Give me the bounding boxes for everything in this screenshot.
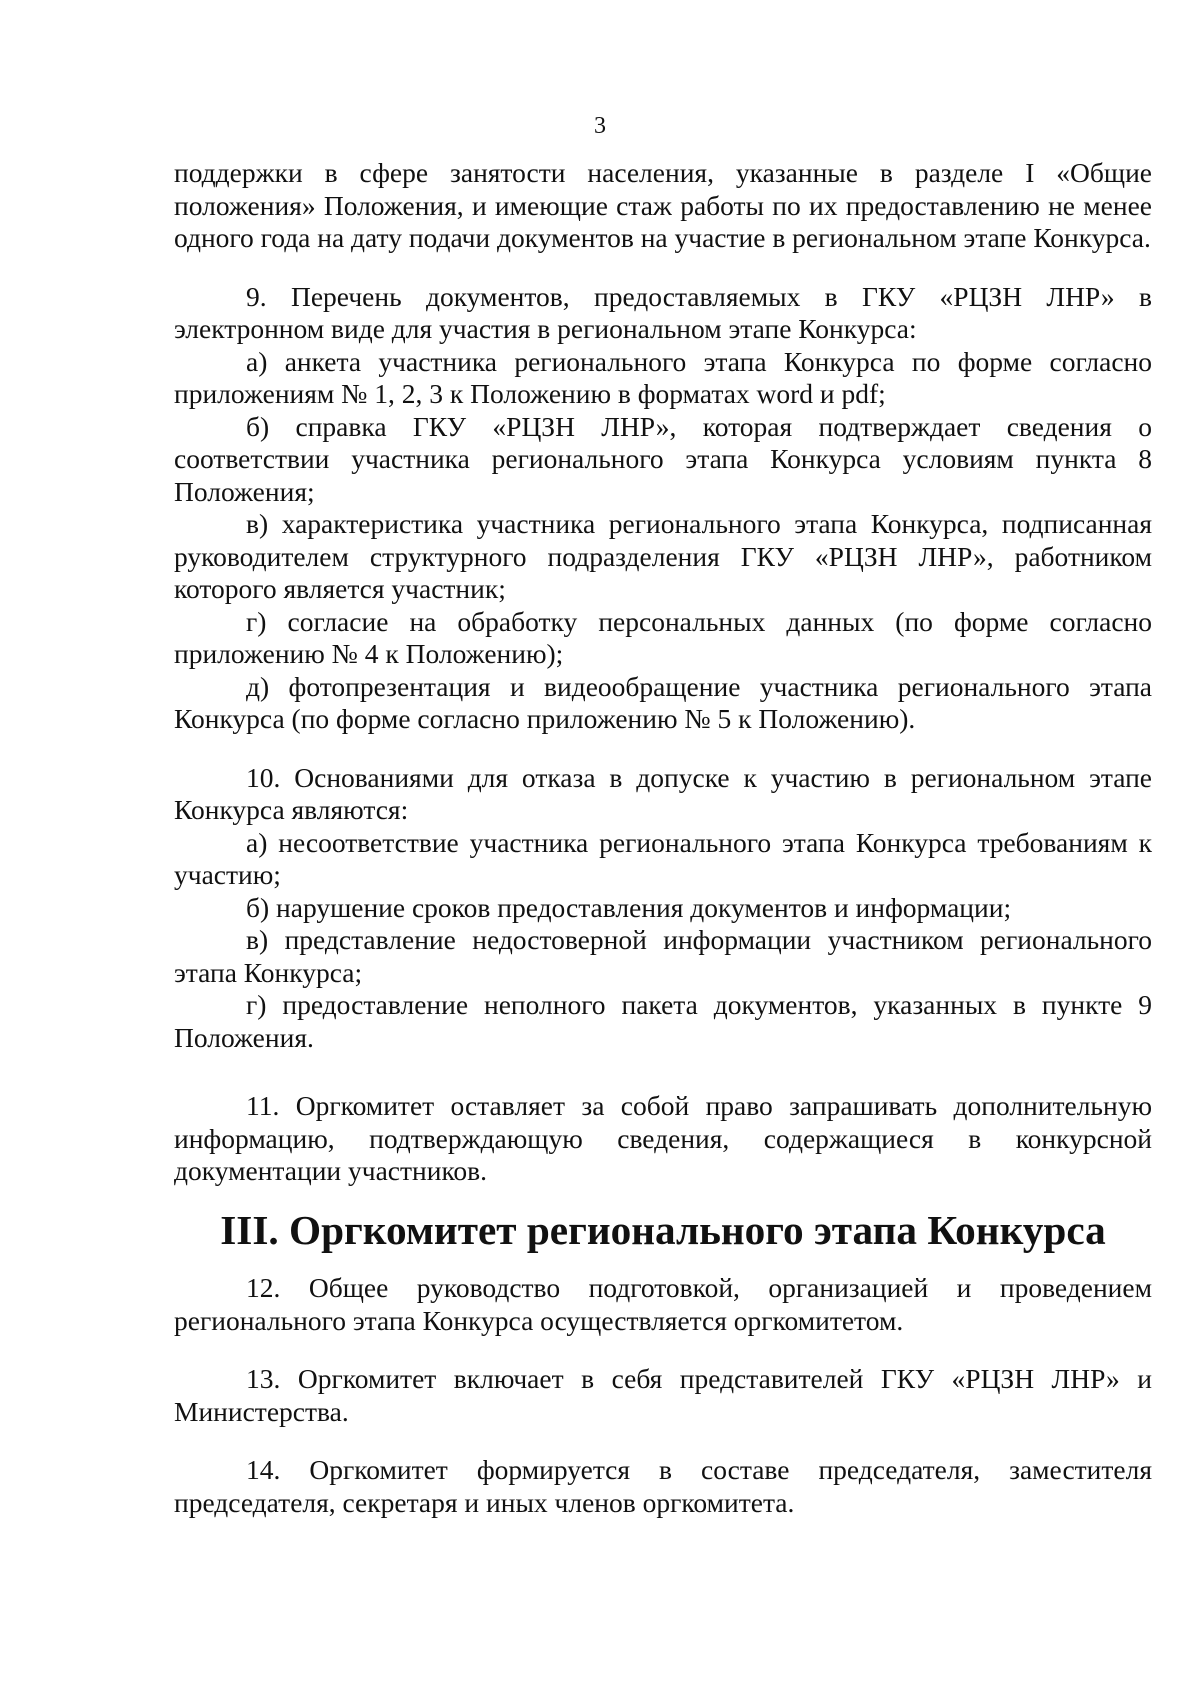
paragraph-continuation: поддержки в сфере занятости населения, указанные в разделе I «Общие положения» Положения, и имеющие стаж работы по их предоставлению не менее одного года на дату подачи документов на участие в региональном этапе Конкурса.	[174, 157, 1152, 253]
paragraph-item-10: 10. Основаниями для отказа в допуске к участию в региональном этапе Конкурса являются:	[174, 761, 1152, 825]
document-body	[174, 157, 1152, 1519]
paragraph-item-12: 12. Общее руководство подготовкой, организацией и проведением регионального этапа Конкурса осуществляется оргкомитетом.	[174, 1272, 1152, 1336]
subitem-9a: а) анкета участника регионального этапа Конкурса по форме согласно приложениям № 1, 2, 3 к Положению в форматах word и pdf;	[174, 345, 1152, 409]
subitem-10v: в) представление недостоверной информации участником регионального этапа Конкурса;	[174, 924, 1152, 988]
spacer	[174, 736, 1152, 762]
subitem-10g: г) предоставление неполного пакета документов, указанных в пункте 9 Положения.	[174, 989, 1152, 1053]
page-number: 3	[594, 113, 606, 139]
subitem-9b: б) справка ГКУ «РЦЗН ЛНР», которая подтверждает сведения о соответствии участника регионального этапа Конкурса условиям пункта 8 Положения;	[174, 410, 1152, 507]
paragraph-item-11: 11. Оргкомитет оставляет за собой право запрашивать дополнительную информацию, подтверждающую сведения, содержащиеся в конкурсной документации участников.	[174, 1090, 1152, 1186]
paragraph-item-14: 14. Оргкомитет формируется в составе председателя, заместителя председателя, секретаря и иных членов оргкомитета.	[174, 1454, 1152, 1518]
spacer	[174, 1337, 1152, 1363]
subitem-10a: а) несоответствие участника регионального этапа Конкурса требованиям к участию;	[174, 826, 1152, 890]
paragraph-item-13: 13. Оргкомитет включает в себя представителей ГКУ «РЦЗН ЛНР» и Министерства.	[174, 1363, 1152, 1427]
section-heading: III. Оргкомитет регионального этапа Конкурса	[220, 1206, 1106, 1253]
spacer	[174, 1054, 1152, 1090]
subitem-9d: д) фотопрезентация и видеообращение участника регионального этапа Конкурса (по форме согласно приложению № 5 к Положению).	[174, 670, 1152, 734]
subitem-9g: г) согласие на обработку персональных данных (по форме согласно приложению № 4 к Положению);	[174, 605, 1152, 669]
subitem-10b: б) нарушение сроков предоставления документов и информации;	[246, 891, 1012, 923]
subitem-9v: в) характеристика участника регионального этапа Конкурса, подписанная руководителем структурного подразделения ГКУ «РЦЗН ЛНР», работником которого является участник;	[174, 508, 1152, 604]
spacer	[174, 255, 1152, 281]
spacer	[174, 1428, 1152, 1454]
paragraph-item-9: 9. Перечень документов, предоставляемых в ГКУ «РЦЗН ЛНР» в электронном виде для участия в региональном этапе Конкурса:	[174, 280, 1152, 344]
